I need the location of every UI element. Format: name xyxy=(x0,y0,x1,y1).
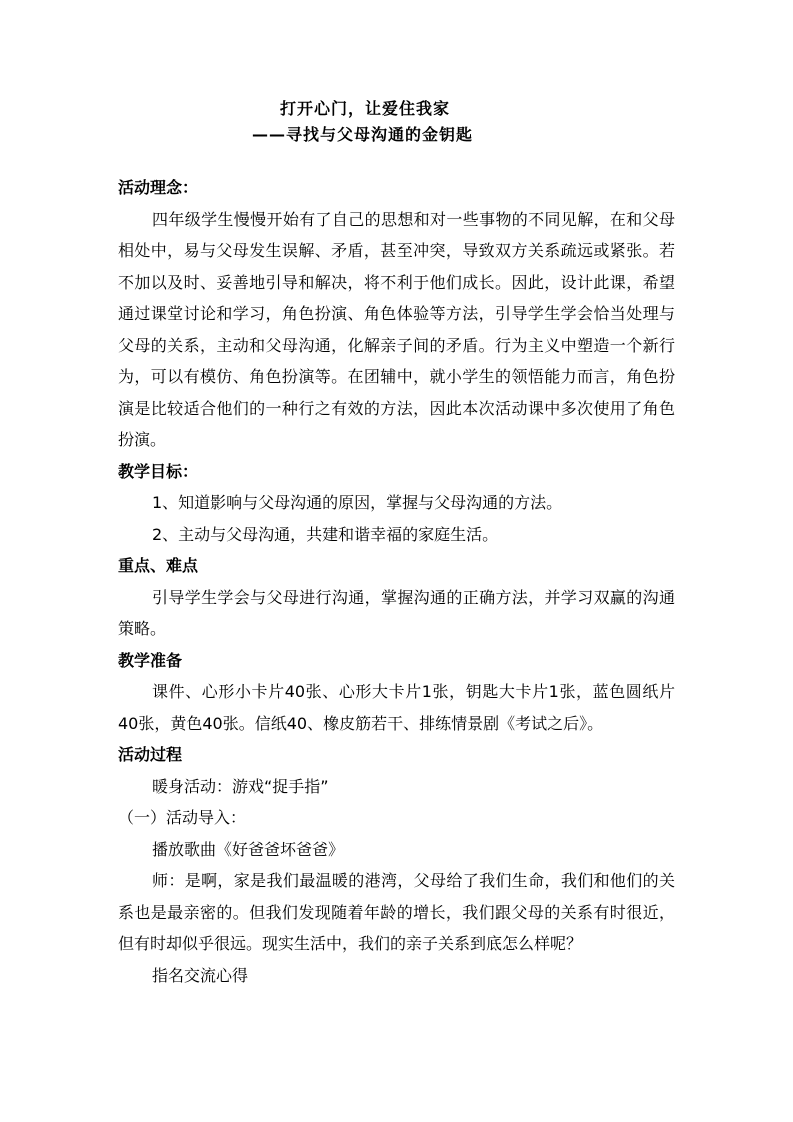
section-heading-process: 活动过程 xyxy=(118,745,183,764)
prep-paragraph: 课件、心形小卡片40张、心形大卡片1张，钥匙大卡片1张，蓝色圆纸片40张，黄色40张。信纸40、橡皮筋若干、排练情景剧《考试之后》。 xyxy=(118,682,675,733)
document-subtitle: ——寻找与父母沟通的金钥匙 xyxy=(252,125,474,144)
song-line: 播放歌曲《好爸爸坏爸爸》 xyxy=(152,839,345,859)
section-heading-keypoints: 重点、难点 xyxy=(118,556,199,575)
warmup-line: 暖身活动：游戏“捉手指” xyxy=(152,776,329,796)
share-line: 指名交流心得 xyxy=(152,965,249,985)
goal-item: 2、主动与父母沟通，共建和谐幸福的家庭生活。 xyxy=(152,524,499,544)
part-heading: （一）活动导入： xyxy=(118,808,247,827)
concept-paragraph: 四年级学生慢慢开始有了自己的思想和对一些事物的不同见解，在和父母相处中，易与父母发生误解、矛盾，甚至冲突，导致双方关系疏远或紧张。若不加以及时、妥善地引导和解决，将不利于他们成长。因此，设计此课，希望通过课堂讨论和学习，角色扮演、角色体验等方法，引导学生学会恰当处理与父母的关系，主动和父母沟通，化解亲子间的矛盾。行为主义中塑造一个新行为，可以有模仿、角色扮演等。在团辅中，就小学生的领悟能力而言，角色扮演是比较适合他们的一种行之有效的方法，因此本次活动课中多次使用了角色扮演。 xyxy=(118,209,675,449)
section-heading-goals: 教学目标： xyxy=(118,461,199,481)
goal-item: 1、知道影响与父母沟通的原因，掌握与父母沟通的方法。 xyxy=(152,493,563,512)
teacher-paragraph: 师：是啊，家是我们最温暖的港湾，父母给了我们生命，我们和他们的关系也是最亲密的。但我们发现随着年龄的增长，我们跟父母的关系有时很近，但有时却似乎很远。现实生活中，我们的亲子关系到底怎么样呢？ xyxy=(118,871,675,953)
keypoints-paragraph: 引导学生学会与父母进行沟通，掌握沟通的正确方法，并学习双赢的沟通策略。 xyxy=(118,587,675,638)
section-heading-concept: 活动理念： xyxy=(118,178,199,197)
section-heading-prep: 教学准备 xyxy=(118,650,183,670)
document-title: 打开心门，让爱住我家 xyxy=(280,99,451,118)
document-body xyxy=(118,172,675,991)
